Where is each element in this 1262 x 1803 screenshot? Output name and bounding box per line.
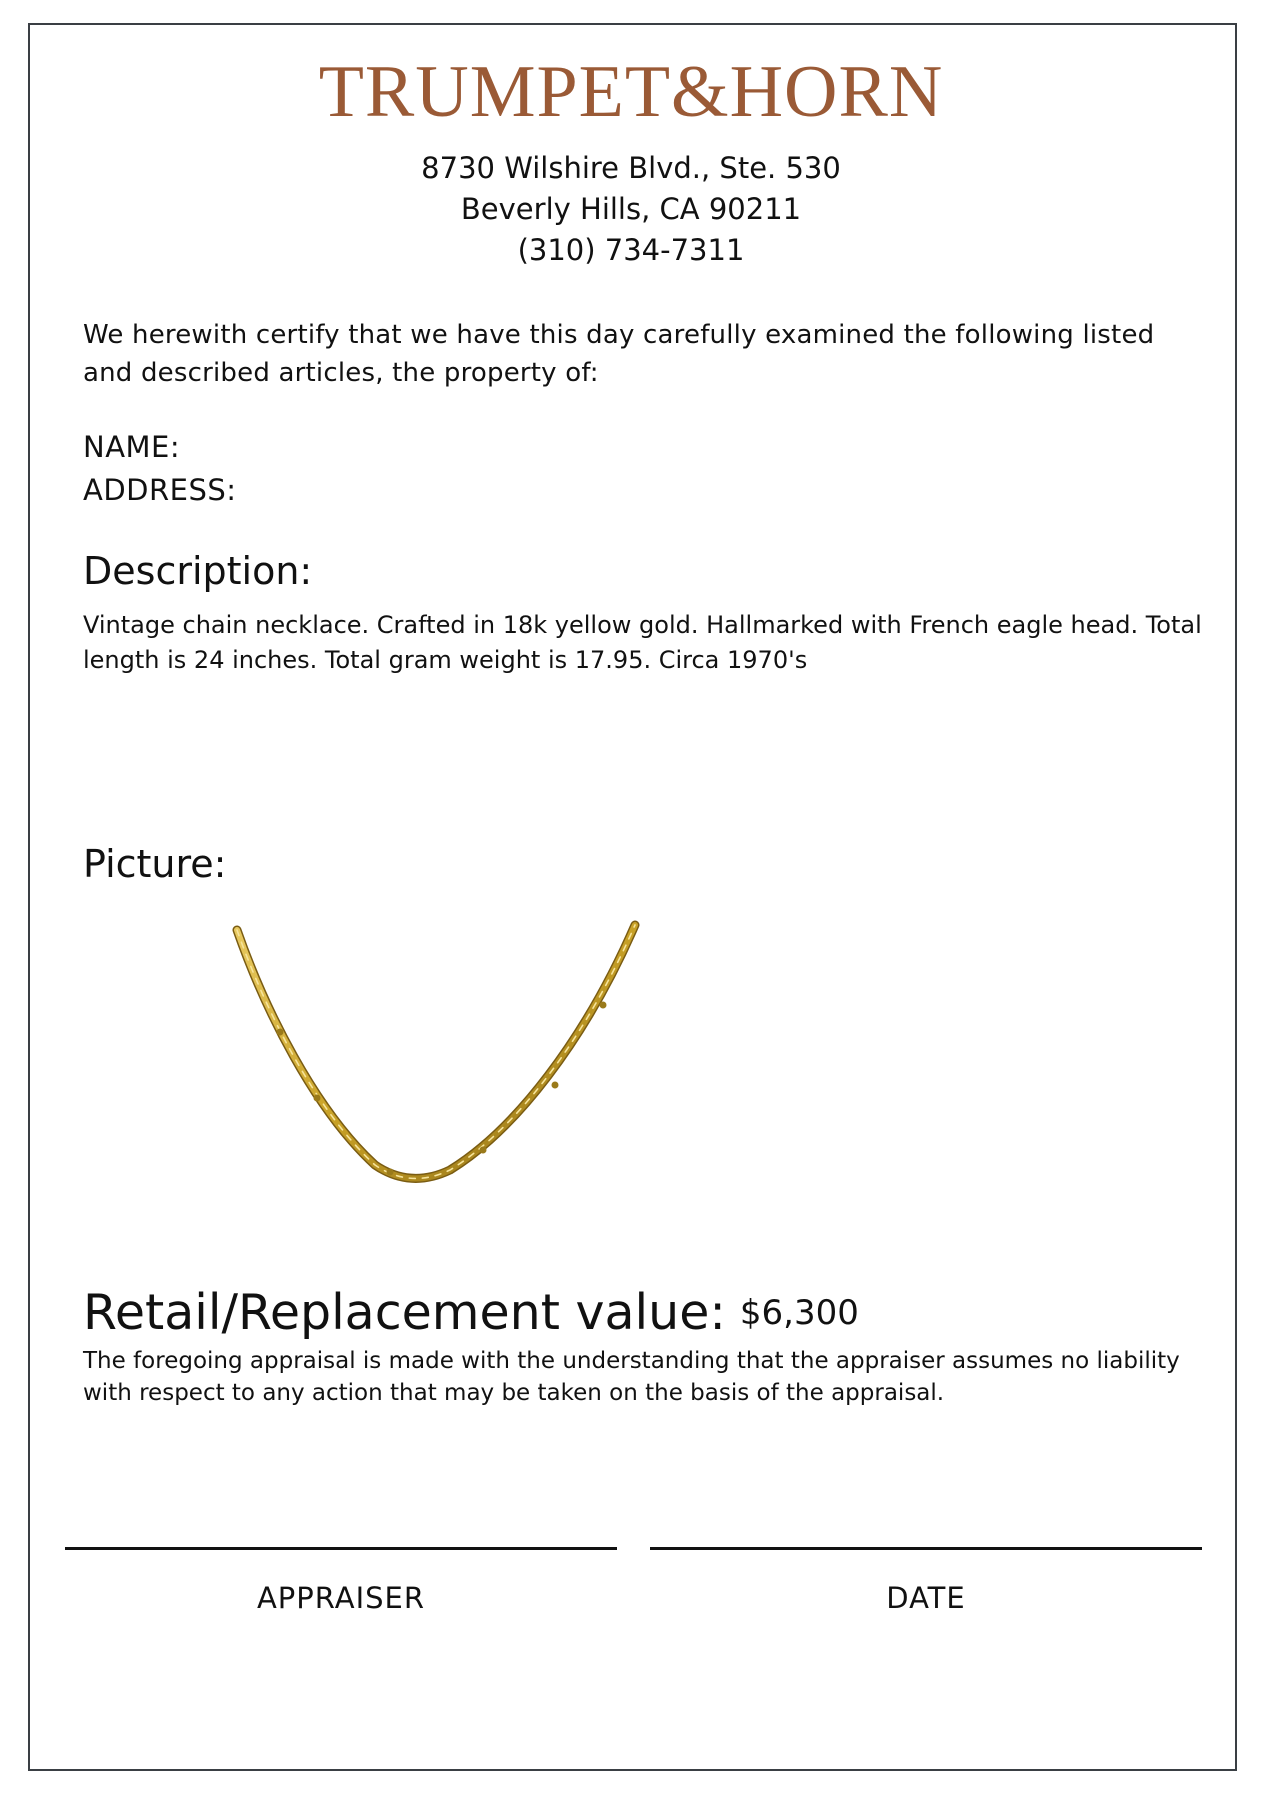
document-border (28, 23, 1237, 1771)
description-text: Vintage chain necklace. Crafted in 18k yellow gold. Hallmarked with French eagle head. Total length is 24 inches. Total gram weight is 17.95. Circa 1970's (83, 611, 1202, 674)
certification-statement: We herewith certify that we have this day carefully examined the following listed and described articles, the property of: (83, 320, 1155, 388)
necklace-image (225, 920, 645, 1190)
appraisal-disclaimer: The foregoing appraisal is made with the understanding that the appraiser assumes no liability with respect to any action that may be taken on the basis of the appraisal. (83, 1348, 1180, 1406)
address-line-1: 8730 Wilshire Blvd., Ste. 530 (421, 151, 841, 185)
appraiser-signature-line (65, 1547, 617, 1550)
valuation-label: Retail/Replacement value: (83, 1284, 726, 1341)
picture-heading: Picture: (83, 842, 227, 886)
gold-chain-necklace-icon (225, 920, 645, 1190)
description-heading: Description: (83, 549, 313, 593)
date-label: DATE (886, 1581, 966, 1615)
appraiser-label: APPRAISER (256, 1581, 426, 1615)
date-signature-line (650, 1547, 1202, 1550)
phone-number: (310) 734-7311 (517, 233, 745, 267)
address-line-2: Beverly Hills, CA 90211 (460, 192, 802, 226)
address-field-label: ADDRESS: (83, 473, 237, 507)
valuation-amount: $6,300 (739, 1293, 859, 1333)
brand-logo: TRUMPET&HORN (318, 51, 944, 133)
name-field-label: NAME: (83, 430, 181, 464)
valuation-row (83, 1283, 859, 1343)
